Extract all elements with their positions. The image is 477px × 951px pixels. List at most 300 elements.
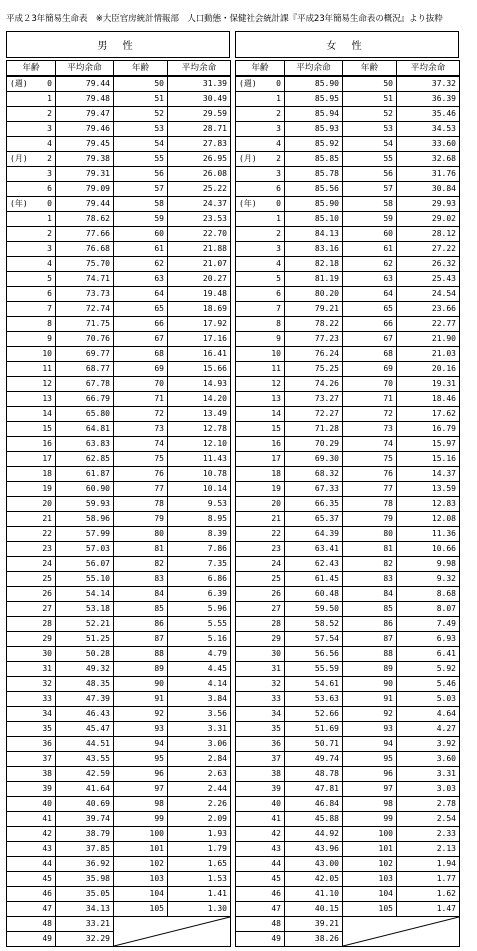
life-expectancy-cell: 45.88 xyxy=(285,812,343,827)
table-row xyxy=(236,137,460,152)
age-value: 22 xyxy=(271,529,281,538)
age-cell: 56 xyxy=(114,167,168,182)
life-expectancy-cell: 26.08 xyxy=(168,167,231,182)
age-cell xyxy=(236,332,285,347)
life-expectancy-cell: 1.30 xyxy=(168,902,231,917)
life-expectancy-cell: 13.49 xyxy=(168,407,231,422)
age-cell xyxy=(7,497,56,512)
age-cell xyxy=(7,587,56,602)
life-expectancy-cell: 57.54 xyxy=(285,632,343,647)
table-row xyxy=(236,287,460,302)
life-expectancy-cell: 36.92 xyxy=(56,857,114,872)
age-value: 11 xyxy=(42,364,52,373)
diagonal-line xyxy=(343,917,459,946)
life-expectancy-cell: 3.06 xyxy=(168,737,231,752)
age-cell: 103 xyxy=(114,872,168,887)
table-row xyxy=(7,452,231,467)
male-table-title: 男 性 xyxy=(6,31,230,58)
age-value: 23 xyxy=(42,544,52,553)
table-row xyxy=(7,362,231,377)
life-expectancy-cell: 23.53 xyxy=(168,212,231,227)
life-expectancy-cell: 68.77 xyxy=(56,362,114,377)
age-cell xyxy=(236,182,285,197)
life-expectancy-cell: 59.50 xyxy=(285,602,343,617)
age-cell: 67 xyxy=(343,332,397,347)
age-cell xyxy=(7,107,56,122)
table-row xyxy=(236,212,460,227)
table-row xyxy=(236,707,460,722)
age-cell xyxy=(7,722,56,737)
age-cell: 79 xyxy=(114,512,168,527)
table-row xyxy=(7,902,231,917)
life-expectancy-cell: 39.21 xyxy=(285,917,343,932)
life-expectancy-cell: 50.28 xyxy=(56,647,114,662)
age-cell: 97 xyxy=(114,782,168,797)
age-cell: 99 xyxy=(114,812,168,827)
age-value: 41 xyxy=(271,814,281,823)
age-cell xyxy=(7,887,56,902)
age-cell: 84 xyxy=(343,587,397,602)
table-row xyxy=(236,452,460,467)
table-row xyxy=(7,602,231,617)
age-cell: 75 xyxy=(114,452,168,467)
age-cell xyxy=(7,407,56,422)
life-expectancy-cell: 85.90 xyxy=(285,197,343,212)
life-expectancy-cell: 35.98 xyxy=(56,872,114,887)
age-value: 2 xyxy=(47,109,52,118)
age-value: 32 xyxy=(271,679,281,688)
life-expectancy-cell: 3.84 xyxy=(168,692,231,707)
age-cell: 81 xyxy=(343,542,397,557)
life-expectancy-cell: 35.46 xyxy=(397,107,460,122)
life-expectancy-cell: 2.63 xyxy=(168,767,231,782)
life-expectancy-cell: 56.07 xyxy=(56,557,114,572)
age-cell xyxy=(236,557,285,572)
age-cell: 70 xyxy=(114,377,168,392)
life-expectancy-cell: 83.16 xyxy=(285,242,343,257)
table-row xyxy=(7,107,231,122)
life-expectancy-cell: 8.07 xyxy=(397,602,460,617)
life-expectancy-cell: 59.93 xyxy=(56,497,114,512)
age-cell xyxy=(236,662,285,677)
table-row xyxy=(236,302,460,317)
table-row xyxy=(236,872,460,887)
life-expectancy-cell: 4.27 xyxy=(397,722,460,737)
table-row xyxy=(7,722,231,737)
life-expectancy-cell: 14.93 xyxy=(168,377,231,392)
life-expectancy-cell: 71.28 xyxy=(285,422,343,437)
age-cell: 89 xyxy=(114,662,168,677)
age-cell: 64 xyxy=(343,287,397,302)
life-expectancy-cell: 12.08 xyxy=(397,512,460,527)
age-cell: 68 xyxy=(114,347,168,362)
life-expectancy-cell: 46.84 xyxy=(285,797,343,812)
life-expectancy-cell: 85.10 xyxy=(285,212,343,227)
age-cell xyxy=(236,512,285,527)
table-row xyxy=(236,722,460,737)
age-cell: 66 xyxy=(114,317,168,332)
life-expectancy-cell: 74.26 xyxy=(285,377,343,392)
age-value: 2 xyxy=(47,154,52,163)
age-value: 18 xyxy=(42,469,52,478)
age-value: 16 xyxy=(271,439,281,448)
age-cell xyxy=(236,272,285,287)
age-cell xyxy=(236,542,285,557)
life-expectancy-cell: 48.78 xyxy=(285,767,343,782)
age-cell xyxy=(236,467,285,482)
life-expectancy-cell: 32.29 xyxy=(56,932,114,947)
life-expectancy-cell: 71.75 xyxy=(56,317,114,332)
table-row xyxy=(7,662,231,677)
life-expectancy-cell: 21.07 xyxy=(168,257,231,272)
age-cell: 72 xyxy=(343,407,397,422)
life-expectancy-cell: 48.35 xyxy=(56,677,114,692)
life-expectancy-cell: 79.46 xyxy=(56,122,114,137)
table-row xyxy=(236,76,460,92)
table-row xyxy=(236,542,460,557)
life-expectancy-cell: 10.78 xyxy=(168,467,231,482)
life-expectancy-cell: 52.66 xyxy=(285,707,343,722)
life-expectancy-cell: 76.24 xyxy=(285,347,343,362)
age-value: 15 xyxy=(42,424,52,433)
life-expectancy-cell: 26.32 xyxy=(397,257,460,272)
age-cell xyxy=(236,227,285,242)
age-cell: 78 xyxy=(114,497,168,512)
age-value: 40 xyxy=(271,799,281,808)
table-row xyxy=(7,317,231,332)
table-row xyxy=(236,752,460,767)
age-value: 18 xyxy=(271,469,281,478)
age-value: 4 xyxy=(276,259,281,268)
life-expectancy-cell: 82.18 xyxy=(285,257,343,272)
age-cell xyxy=(7,512,56,527)
life-expectancy-cell: 1.41 xyxy=(168,887,231,902)
age-cell: 92 xyxy=(343,707,397,722)
life-expectancy-cell: 8.95 xyxy=(168,512,231,527)
life-expectancy-cell: 85.90 xyxy=(285,76,343,92)
age-value: 4 xyxy=(276,139,281,148)
age-cell xyxy=(236,287,285,302)
life-expectancy-cell: 7.35 xyxy=(168,557,231,572)
life-expectancy-cell: 2.13 xyxy=(397,842,460,857)
age-value: 26 xyxy=(271,589,281,598)
life-expectancy-cell: 2.78 xyxy=(397,797,460,812)
age-cell xyxy=(236,362,285,377)
age-cell xyxy=(7,227,56,242)
life-expectancy-cell: 65.37 xyxy=(285,512,343,527)
age-cell xyxy=(236,707,285,722)
table-row xyxy=(236,647,460,662)
female-life-table-panel xyxy=(235,31,459,947)
life-expectancy-cell: 6.86 xyxy=(168,572,231,587)
table-row xyxy=(236,122,460,137)
table-row xyxy=(236,392,460,407)
age-cell xyxy=(236,857,285,872)
age-value: 8 xyxy=(47,319,52,328)
table-row xyxy=(7,377,231,392)
life-expectancy-cell: 33.60 xyxy=(397,137,460,152)
age-value: 17 xyxy=(271,454,281,463)
age-value: 9 xyxy=(47,334,52,343)
table-row xyxy=(7,647,231,662)
table-row xyxy=(236,197,460,212)
table-row xyxy=(236,527,460,542)
age-cell: 62 xyxy=(114,257,168,272)
column-header: 年齢 xyxy=(343,61,397,77)
life-expectancy-cell: 55.59 xyxy=(285,662,343,677)
age-cell: 95 xyxy=(343,752,397,767)
age-cell: 90 xyxy=(114,677,168,692)
table-row xyxy=(236,827,460,842)
age-cell: 92 xyxy=(114,707,168,722)
life-expectancy-cell: 24.37 xyxy=(168,197,231,212)
age-cell: 66 xyxy=(343,317,397,332)
table-row xyxy=(236,407,460,422)
life-expectancy-cell: 1.79 xyxy=(168,842,231,857)
table-row xyxy=(236,92,460,107)
table-row xyxy=(236,812,460,827)
age-value: 5 xyxy=(47,274,52,283)
age-cell: 69 xyxy=(114,362,168,377)
age-cell: 82 xyxy=(114,557,168,572)
document-header: 平成２3年簡易生命表 ※大臣官房統計情報部 人口動態・保健社会統計課『平成23年簡易生命表の概況』より抜粋 xyxy=(6,14,443,24)
life-expectancy-cell: 34.53 xyxy=(397,122,460,137)
age-value: 3 xyxy=(47,244,52,253)
age-cell xyxy=(7,212,56,227)
life-expectancy-cell: 65.80 xyxy=(56,407,114,422)
life-expectancy-cell: 28.12 xyxy=(397,227,460,242)
age-cell xyxy=(7,707,56,722)
age-value: 2 xyxy=(276,109,281,118)
life-expectancy-cell: 56.56 xyxy=(285,647,343,662)
table-row xyxy=(236,602,460,617)
life-expectancy-cell: 1.94 xyxy=(397,857,460,872)
table-row xyxy=(7,137,231,152)
age-cell: 65 xyxy=(343,302,397,317)
age-value: 3 xyxy=(47,169,52,178)
age-cell: 73 xyxy=(343,422,397,437)
age-cell: 51 xyxy=(114,92,168,107)
life-expectancy-cell: 8.39 xyxy=(168,527,231,542)
life-expectancy-cell: 60.48 xyxy=(285,587,343,602)
age-cell xyxy=(236,92,285,107)
age-cell xyxy=(236,212,285,227)
life-expectancy-cell: 6.41 xyxy=(397,647,460,662)
age-value: 19 xyxy=(42,484,52,493)
age-cell: 80 xyxy=(114,527,168,542)
table-row xyxy=(236,767,460,782)
age-cell xyxy=(236,587,285,602)
age-value: 1 xyxy=(47,214,52,223)
age-cell xyxy=(7,542,56,557)
life-expectancy-cell: 47.81 xyxy=(285,782,343,797)
age-cell xyxy=(236,902,285,917)
age-cell: 94 xyxy=(343,737,397,752)
age-cell xyxy=(236,452,285,467)
life-expectancy-cell: 41.10 xyxy=(285,887,343,902)
age-cell: 61 xyxy=(114,242,168,257)
age-cell: 71 xyxy=(114,392,168,407)
table-row xyxy=(236,332,460,347)
table-row xyxy=(236,377,460,392)
table-header-row xyxy=(236,61,460,77)
age-value: 10 xyxy=(42,349,52,358)
table-row xyxy=(7,122,231,137)
age-value: 29 xyxy=(271,634,281,643)
age-cell: 54 xyxy=(114,137,168,152)
table-row xyxy=(7,587,231,602)
table-row xyxy=(236,857,460,872)
age-cell: 83 xyxy=(114,572,168,587)
age-value: 43 xyxy=(42,844,52,853)
table-row xyxy=(236,617,460,632)
table-row xyxy=(7,167,231,182)
life-expectancy-cell: 15.16 xyxy=(397,452,460,467)
age-value: 2 xyxy=(47,229,52,238)
table-row xyxy=(236,737,460,752)
life-expectancy-cell: 30.49 xyxy=(168,92,231,107)
age-cell: 88 xyxy=(114,647,168,662)
age-cell xyxy=(7,662,56,677)
life-expectancy-cell: 75.70 xyxy=(56,257,114,272)
table-row xyxy=(236,182,460,197)
age-cell: 99 xyxy=(343,812,397,827)
age-value: 2 xyxy=(276,154,281,163)
age-cell: 91 xyxy=(114,692,168,707)
table-row xyxy=(7,782,231,797)
age-cell: 88 xyxy=(343,647,397,662)
age-cell: 102 xyxy=(343,857,397,872)
life-expectancy-cell: 79.21 xyxy=(285,302,343,317)
age-value: 14 xyxy=(42,409,52,418)
life-expectancy-cell: 5.92 xyxy=(397,662,460,677)
table-row xyxy=(7,842,231,857)
age-cell xyxy=(236,317,285,332)
age-cell xyxy=(7,902,56,917)
age-cell xyxy=(7,572,56,587)
table-row xyxy=(7,392,231,407)
age-cell: 57 xyxy=(343,182,397,197)
age-cell: 76 xyxy=(343,467,397,482)
life-expectancy-cell: 11.43 xyxy=(168,452,231,467)
life-expectancy-cell: 25.43 xyxy=(397,272,460,287)
table-row xyxy=(7,182,231,197)
life-expectancy-cell: 24.54 xyxy=(397,287,460,302)
age-cell: 85 xyxy=(114,602,168,617)
column-header: 年齢 xyxy=(114,61,168,77)
life-expectancy-cell: 40.69 xyxy=(56,797,114,812)
age-value: 34 xyxy=(42,709,52,718)
life-expectancy-cell: 16.41 xyxy=(168,347,231,362)
age-value: 11 xyxy=(271,364,281,373)
age-unit-label: (週) xyxy=(239,79,257,88)
life-expectancy-cell: 6.93 xyxy=(397,632,460,647)
age-cell: 59 xyxy=(114,212,168,227)
age-value: 36 xyxy=(42,739,52,748)
age-cell xyxy=(7,782,56,797)
age-cell xyxy=(7,392,56,407)
age-cell xyxy=(7,452,56,467)
table-row xyxy=(236,662,460,677)
life-expectancy-cell: 84.13 xyxy=(285,227,343,242)
table-row xyxy=(7,422,231,437)
age-value: 35 xyxy=(42,724,52,733)
life-expectancy-cell: 69.77 xyxy=(56,347,114,362)
life-expectancy-cell: 19.31 xyxy=(397,377,460,392)
age-value: 30 xyxy=(42,649,52,658)
life-expectancy-cell: 55.10 xyxy=(56,572,114,587)
age-value: 42 xyxy=(271,829,281,838)
life-expectancy-cell: 44.92 xyxy=(285,827,343,842)
age-cell: 74 xyxy=(343,437,397,452)
life-expectancy-cell: 63.41 xyxy=(285,542,343,557)
age-value: 35 xyxy=(271,724,281,733)
life-expectancy-cell: 17.16 xyxy=(168,332,231,347)
table-row xyxy=(7,542,231,557)
table-row xyxy=(236,887,460,902)
table-row xyxy=(236,362,460,377)
life-expectancy-cell: 14.37 xyxy=(397,467,460,482)
age-cell: 59 xyxy=(343,212,397,227)
life-expectancy-cell: 79.09 xyxy=(56,182,114,197)
table-row xyxy=(7,557,231,572)
age-cell: 64 xyxy=(114,287,168,302)
age-cell: 61 xyxy=(343,242,397,257)
life-expectancy-cell: 67.78 xyxy=(56,377,114,392)
table-row xyxy=(236,497,460,512)
age-cell: 63 xyxy=(114,272,168,287)
age-cell xyxy=(7,197,56,212)
table-row xyxy=(7,497,231,512)
life-expectancy-cell: 78.62 xyxy=(56,212,114,227)
life-expectancy-cell: 77.23 xyxy=(285,332,343,347)
age-cell xyxy=(236,347,285,362)
age-cell xyxy=(7,827,56,842)
age-cell xyxy=(236,842,285,857)
life-expectancy-cell: 1.93 xyxy=(168,827,231,842)
life-expectancy-cell: 12.83 xyxy=(397,497,460,512)
life-expectancy-cell: 66.35 xyxy=(285,497,343,512)
age-cell xyxy=(236,767,285,782)
age-cell: 68 xyxy=(343,347,397,362)
age-value: 37 xyxy=(271,754,281,763)
table-row xyxy=(7,917,231,932)
age-cell xyxy=(236,797,285,812)
age-value: 33 xyxy=(42,694,52,703)
age-cell: 55 xyxy=(114,152,168,167)
life-expectancy-cell: 79.48 xyxy=(56,92,114,107)
age-cell: 96 xyxy=(114,767,168,782)
table-row xyxy=(7,152,231,167)
life-expectancy-cell: 9.32 xyxy=(397,572,460,587)
age-cell: 93 xyxy=(343,722,397,737)
age-cell xyxy=(236,482,285,497)
blank-diagonal-cell xyxy=(343,917,460,947)
life-expectancy-cell: 5.03 xyxy=(397,692,460,707)
life-expectancy-cell: 2.09 xyxy=(168,812,231,827)
life-expectancy-cell: 10.66 xyxy=(397,542,460,557)
column-header: 平均余命 xyxy=(56,61,114,77)
age-cell xyxy=(7,76,56,92)
life-expectancy-cell: 3.60 xyxy=(397,752,460,767)
age-value: 48 xyxy=(271,919,281,928)
table-header-row xyxy=(7,61,231,77)
table-row xyxy=(7,467,231,482)
age-cell xyxy=(7,737,56,752)
age-value: 24 xyxy=(271,559,281,568)
age-cell xyxy=(7,122,56,137)
age-cell xyxy=(236,122,285,137)
